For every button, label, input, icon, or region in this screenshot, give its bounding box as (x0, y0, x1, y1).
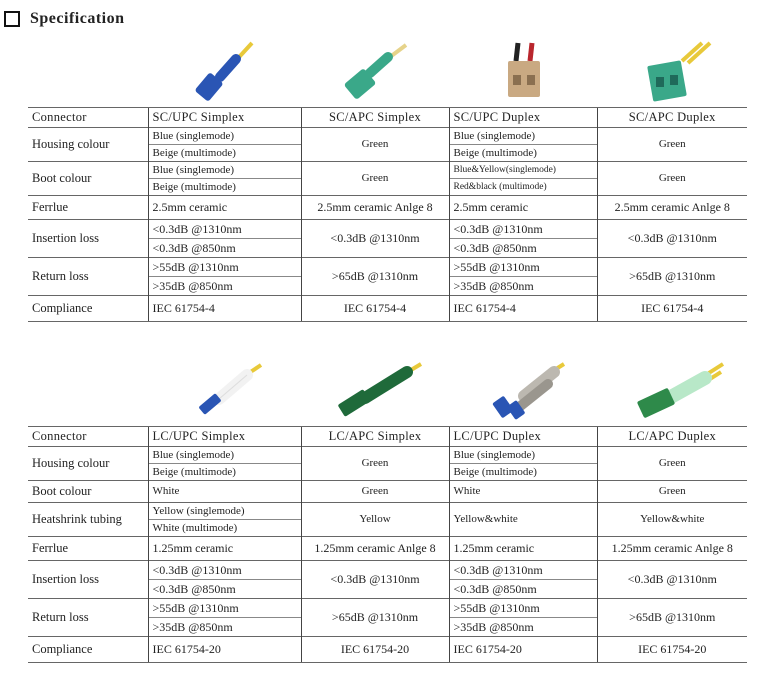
ferrule-label: Ferrlue (28, 195, 148, 219)
value: IEC 61754-4 (148, 295, 301, 321)
checkbox-icon (4, 11, 20, 27)
heatshrink-label: Heatshrink tubing (28, 502, 148, 536)
header-lc-upc-simplex: LC/UPC Simplex (148, 426, 301, 446)
lc-housing-row (28, 446, 747, 480)
value: <0.3dB @850nm (149, 579, 301, 598)
sc-image-cell (449, 40, 597, 107)
value: >65dB @1310nm (597, 257, 747, 295)
value: >35dB @850nm (450, 276, 597, 295)
value: IEC 61754-4 (597, 295, 747, 321)
value: <0.3dB @850nm (149, 238, 301, 257)
lc-image-cell (449, 360, 597, 426)
value: Green (301, 480, 449, 502)
cell (148, 257, 301, 295)
value: Beige (multimode) (149, 178, 301, 195)
value: Beige (multimode) (149, 144, 301, 161)
cell (148, 502, 301, 536)
sc-compliance-row (28, 295, 747, 321)
value: 1.25mm ceramic Anlge 8 (301, 536, 449, 560)
header-sc-upc-duplex: SC/UPC Duplex (449, 107, 597, 127)
value: >65dB @1310nm (301, 257, 449, 295)
value: <0.3dB @1310nm (152, 562, 242, 577)
connector-label: Connector (28, 426, 148, 446)
header-sc-apc-duplex: SC/APC Duplex (597, 107, 747, 127)
value: <0.3dB @1310nm (597, 219, 747, 257)
lc-return-row (28, 598, 747, 636)
sc-housing-row (28, 127, 747, 161)
sc-insertion-row (28, 219, 747, 257)
lc-image-cell (597, 360, 747, 426)
value: 2.5mm ceramic (148, 195, 301, 219)
value: Green (597, 127, 747, 161)
lc-apc-duplex-connector-image (617, 362, 727, 424)
cell (449, 598, 597, 636)
lc-insertion-row (28, 560, 747, 598)
value: Blue (singlemode) (453, 448, 536, 461)
value: Beige (multimode) (450, 144, 597, 161)
cell (148, 446, 301, 480)
value: 1.25mm ceramic (148, 536, 301, 560)
value: Blue (singlemode) (453, 129, 536, 142)
header-lc-apc-simplex: LC/APC Simplex (301, 426, 449, 446)
value: Blue (singlemode) (152, 448, 235, 461)
sc-spec-table (28, 40, 747, 322)
housing-label: Housing colour (28, 127, 148, 161)
value: IEC 61754-4 (301, 295, 449, 321)
cell (148, 598, 301, 636)
value: >65dB @1310nm (597, 598, 747, 636)
value: <0.3dB @1310nm (453, 221, 543, 236)
value: White (449, 480, 597, 502)
value: IEC 61754-20 (148, 636, 301, 662)
value: >55dB @1310nm (152, 600, 239, 615)
value: 1.25mm ceramic Anlge 8 (597, 536, 747, 560)
value: 2.5mm ceramic Anlge 8 (301, 195, 449, 219)
cell (449, 560, 597, 598)
title-text: Specification (30, 10, 125, 27)
header-sc-upc-simplex: SC/UPC Simplex (148, 107, 301, 127)
sc-image-cell (597, 40, 747, 107)
sc-apc-duplex-connector-image (632, 41, 712, 105)
value: Green (597, 480, 747, 502)
lc-heatshrink-row (28, 502, 747, 536)
connector-label: Connector (28, 107, 148, 127)
lc-image-cell (148, 360, 301, 426)
value: Yellow&white (449, 502, 597, 536)
value: Green (597, 446, 747, 480)
value: <0.3dB @1310nm (301, 560, 449, 598)
value: White (multimode) (149, 519, 301, 536)
value: Red&black (multimode) (450, 178, 597, 195)
image-row (28, 360, 747, 426)
lc-upc-duplex-connector-image (478, 362, 568, 424)
value: >35dB @850nm (149, 276, 301, 295)
sc-image-cell (301, 40, 449, 107)
return-label: Return loss (28, 598, 148, 636)
header-lc-apc-duplex: LC/APC Duplex (597, 426, 747, 446)
value: >55dB @1310nm (152, 259, 239, 274)
sc-connector-row (28, 107, 747, 127)
value: <0.3dB @1310nm (152, 221, 242, 236)
sc-upc-simplex-connector-image (190, 41, 260, 105)
cell (449, 257, 597, 295)
lc-boot-row (28, 480, 747, 502)
lc-spec-table (28, 360, 747, 663)
value: IEC 61754-20 (449, 636, 597, 662)
image-row (28, 40, 747, 107)
compliance-label: Compliance (28, 295, 148, 321)
value: >55dB @1310nm (453, 259, 540, 274)
value: Green (597, 161, 747, 195)
cell (148, 219, 301, 257)
cell (148, 127, 301, 161)
cell (148, 560, 301, 598)
sc-image-cell (148, 40, 301, 107)
value: <0.3dB @1310nm (453, 562, 543, 577)
sc-upc-duplex-connector-image (488, 41, 558, 105)
lc-ferrule-row (28, 536, 747, 560)
value: 1.25mm ceramic (449, 536, 597, 560)
value: Blue (singlemode) (152, 163, 235, 176)
value: <0.3dB @850nm (450, 238, 597, 257)
value: <0.3dB @1310nm (301, 219, 449, 257)
value: Green (301, 446, 449, 480)
value: >55dB @1310nm (453, 600, 540, 615)
value: Yellow (singlemode) (152, 504, 245, 517)
header-sc-apc-simplex: SC/APC Simplex (301, 107, 449, 127)
sc-return-row (28, 257, 747, 295)
housing-label: Housing colour (28, 446, 148, 480)
value: Blue&Yellow(singlemode) (453, 164, 556, 175)
sc-ferrule-row (28, 195, 747, 219)
lc-image-cell (301, 360, 449, 426)
insertion-label: Insertion loss (28, 560, 148, 598)
value: <0.3dB @850nm (450, 579, 597, 598)
lc-upc-simplex-connector-image (185, 363, 265, 423)
header-lc-upc-duplex: LC/UPC Duplex (449, 426, 597, 446)
ferrule-label: Ferrlue (28, 536, 148, 560)
value: IEC 61754-20 (597, 636, 747, 662)
cell (449, 446, 597, 480)
value: >65dB @1310nm (301, 598, 449, 636)
boot-label: Boot colour (28, 161, 148, 195)
value: 2.5mm ceramic (449, 195, 597, 219)
value: Beige (multimode) (450, 463, 597, 480)
section-title (4, 8, 125, 30)
value: >35dB @850nm (149, 617, 301, 636)
value: Yellow (301, 502, 449, 536)
value: IEC 61754-20 (301, 636, 449, 662)
value: 2.5mm ceramic Anlge 8 (597, 195, 747, 219)
cell (449, 219, 597, 257)
compliance-label: Compliance (28, 636, 148, 662)
value: Blue (singlemode) (152, 129, 235, 142)
value: IEC 61754-4 (449, 295, 597, 321)
value: >35dB @850nm (450, 617, 597, 636)
lc-apc-simplex-connector-image (325, 362, 425, 424)
sc-boot-row (28, 161, 747, 195)
value: Yellow&white (597, 502, 747, 536)
value: Beige (multimode) (149, 463, 301, 480)
value: Green (301, 161, 449, 195)
value: White (148, 480, 301, 502)
cell (148, 161, 301, 195)
value: Green (301, 127, 449, 161)
lc-compliance-row (28, 636, 747, 662)
value: <0.3dB @1310nm (597, 560, 747, 598)
sc-apc-simplex-connector-image (340, 41, 410, 105)
return-label: Return loss (28, 257, 148, 295)
insertion-label: Insertion loss (28, 219, 148, 257)
cell (449, 127, 597, 161)
lc-connector-row (28, 426, 747, 446)
cell (449, 161, 597, 195)
boot-label: Boot colour (28, 480, 148, 502)
